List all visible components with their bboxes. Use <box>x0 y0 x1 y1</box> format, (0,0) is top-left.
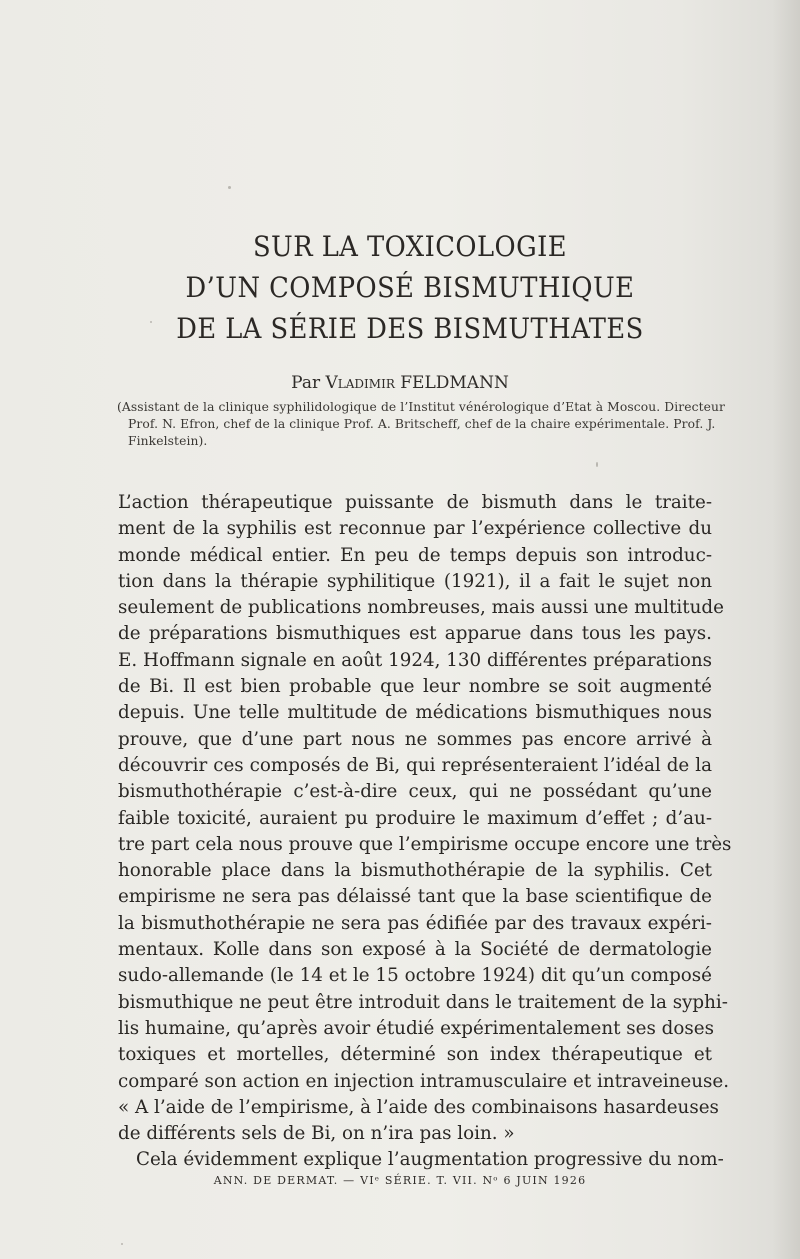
text-line: monde médical entier. En peu de temps depuis son introduc- <box>118 544 712 566</box>
text-line: Cela évidemment explique l’augmentation progressive du nom- <box>136 1149 724 1171</box>
text-line: toxiques et mortelles, déterminé son index thérapeutique et <box>118 1044 712 1066</box>
text-line: comparé son action en injection intramusculaire et intraveineuse. <box>118 1070 730 1092</box>
text-line: la bismuthothérapie ne sera pas édifiée par des travaux expéri- <box>118 912 712 934</box>
text-line: empirisme ne sera pas délaissé tant que la base scientifique de <box>118 886 712 908</box>
byline-prefix: Par <box>291 373 326 393</box>
paper-speck <box>228 186 231 189</box>
author-last-name: FELDMANN <box>394 373 509 393</box>
author-affiliation: (Assistant de la clinique syphilidologique de l’Institut vénérologique d’Etat à Moscou. Directeur Prof. N. Efron, chef de la clinique Prof. A. Britscheff, chef de la chaire expérimentale. Prof. J. Finkelstein). <box>117 400 726 448</box>
text-line: L’action thérapeutique puissante de bismuth dans le traite- <box>118 492 712 513</box>
text-line: faible toxicité, auraient pu produire le maximum d’effet ; d’au- <box>118 807 712 829</box>
text-line: seulement de publications nombreuses, mais aussi une multitude <box>118 597 724 619</box>
title-line-2: D’UN COMPOSÉ BISMUTHIQUE <box>185 271 635 304</box>
text-line: lis humaine, qu’après avoir étudié expérimentalement ses doses <box>118 1017 714 1039</box>
page-edge-shadow <box>772 0 800 1259</box>
text-line: découvrir ces composés de Bi, qui représenteraient l’idéal de la <box>118 754 712 776</box>
text-line: sudo-allemande (le 14 et le 15 octobre 1924) dit qu’un composé <box>118 965 712 987</box>
paper-speck <box>121 1243 123 1245</box>
title-line-3: DE LA SÉRIE DES BISMUTHATES <box>176 312 644 345</box>
journal-footer: ANN. DE DERMAT. — VIᵉ SÉRIE. T. VII. Nᵒ 6 JUIN 1926 <box>213 1174 587 1187</box>
text-line: honorable place dans la bismuthothérapie de la syphilis. Cet <box>118 860 712 882</box>
text-line: de préparations bismuthiques est apparue dans tous les pays. <box>118 623 712 645</box>
article-title <box>120 226 700 349</box>
text-line: prouve, que d’une part nous ne sommes pas encore arrivé à <box>118 728 712 750</box>
text-line: bismuthique ne peut être introduit dans le traitement de la syphi- <box>118 991 728 1013</box>
text-line: « A l’aide de l’empirisme, à l’aide des combinaisons hasardeuses <box>118 1096 719 1118</box>
text-line: depuis. Une telle multitude de médications bismuthiques nous <box>118 702 712 724</box>
author-first-name: Vladimir <box>325 373 395 393</box>
text-line: de Bi. Il est bien probable que leur nombre se soit augmenté <box>118 676 712 698</box>
body-paragraphs <box>118 490 732 1174</box>
text-line: de différents sels de Bi, on n’ira pas loin. » <box>118 1123 515 1145</box>
title-line-1: SUR LA TOXICOLOGIE <box>252 230 568 263</box>
author-byline <box>0 373 800 393</box>
text-line: bismuthothérapie c’est-à-dire ceux, qui ne possédant qu’une <box>118 781 712 803</box>
text-line: mentaux. Kolle dans son exposé à la Société de dermatologie <box>118 939 712 961</box>
paper-speck <box>596 462 598 467</box>
text-line: E. Hoffmann signale en août 1924, 130 différentes préparations <box>118 649 712 671</box>
text-line: tion dans la thérapie syphilitique (1921), il a fait le sujet non <box>118 570 712 592</box>
text-line: tre part cela nous prouve que l’empirisme occupe encore une très <box>118 833 732 855</box>
text-line: ment de la syphilis est reconnue par l’expérience collective du <box>118 518 712 540</box>
